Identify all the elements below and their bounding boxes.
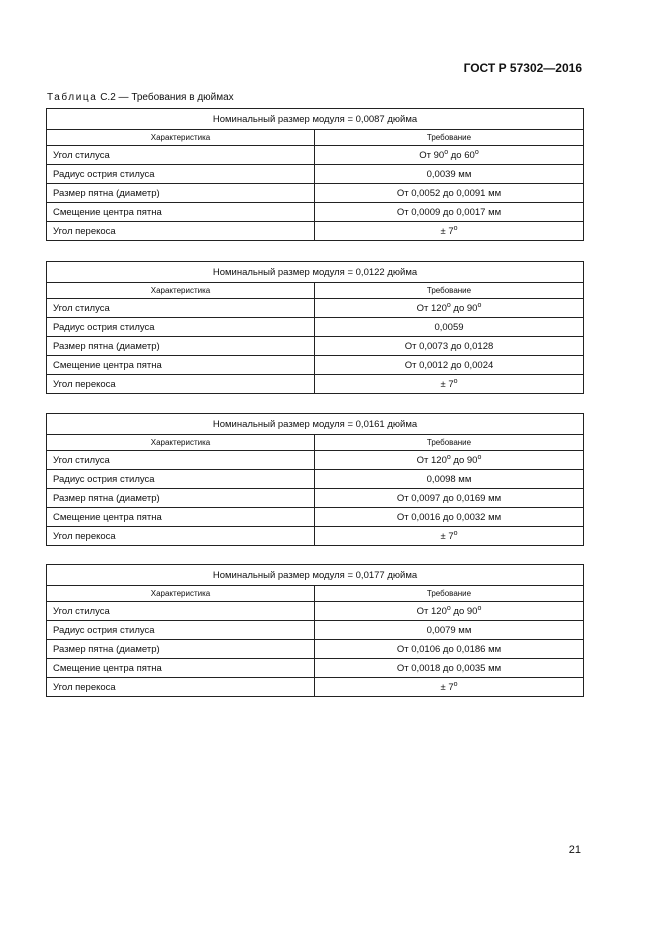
row-label: Смещение центра пятна — [47, 356, 315, 375]
degree-sign: о — [444, 148, 449, 156]
row-label: Радиус острия стилуса — [47, 318, 315, 337]
spec-table-4 — [46, 564, 584, 697]
row-label: Угол перекоса — [47, 222, 315, 241]
standard-number: ГОСТ Р 57302—2016 — [463, 61, 582, 75]
col-header-characteristic: Характеристика — [47, 283, 315, 299]
row-label: Угол стилуса — [47, 299, 315, 318]
row-value — [315, 602, 584, 621]
col-header-characteristic: Характеристика — [47, 130, 315, 146]
degree-sign: о — [446, 301, 451, 309]
degree-sign: о — [474, 148, 479, 156]
col-header-requirement: Требование — [315, 586, 584, 602]
row-value — [315, 678, 584, 697]
row-label: Угол перекоса — [47, 678, 315, 697]
row-label: Радиус острия стилуса — [47, 621, 315, 640]
row-value: 0,0039 мм — [315, 165, 584, 184]
row-value: От 0,0073 до 0,0128 — [315, 337, 584, 356]
row-value: От 0,0097 до 0,0169 мм — [315, 489, 584, 508]
row-label: Размер пятна (диаметр) — [47, 184, 315, 203]
row-value: 0,0098 мм — [315, 470, 584, 489]
row-label: Смещение центра пятна — [47, 508, 315, 527]
spec-table-3 — [46, 413, 584, 546]
value-part: ± 7 — [440, 530, 454, 542]
value-part: ± 7 — [440, 225, 454, 237]
row-value: От 0,0018 до 0,0035 мм — [315, 659, 584, 678]
degree-sign: о — [477, 453, 482, 461]
row-label: Угол перекоса — [47, 375, 315, 394]
col-header-characteristic: Характеристика — [47, 435, 315, 451]
caption-text: С.2 — Требования в дюймах — [97, 92, 234, 103]
col-header-characteristic: Характеристика — [47, 586, 315, 602]
value-part: От 120 — [416, 454, 447, 466]
row-value: От 0,0016 до 0,0032 мм — [315, 508, 584, 527]
row-label: Радиус острия стилуса — [47, 165, 315, 184]
row-label: Размер пятна (диаметр) — [47, 337, 315, 356]
row-value: От 0,0106 до 0,0186 мм — [315, 640, 584, 659]
row-label: Размер пятна (диаметр) — [47, 489, 315, 508]
row-value — [315, 527, 584, 546]
table-title: Номинальный размер модуля = 0,0177 дюйма — [47, 565, 584, 586]
degree-sign: о — [453, 680, 458, 688]
degree-sign: о — [446, 604, 451, 612]
degree-sign: о — [477, 301, 482, 309]
row-label: Размер пятна (диаметр) — [47, 640, 315, 659]
degree-sign: о — [446, 453, 451, 461]
row-value — [315, 146, 584, 165]
row-value: От 0,0009 до 0,0017 мм — [315, 203, 584, 222]
value-part: до 60 — [448, 149, 475, 161]
spec-table-1 — [46, 108, 584, 241]
row-label: Угол стилуса — [47, 451, 315, 470]
table-title: Номинальный размер модуля = 0,0087 дюйма — [47, 109, 584, 130]
row-value — [315, 222, 584, 241]
row-label: Смещение центра пятна — [47, 659, 315, 678]
value-part: От 120 — [416, 605, 447, 617]
row-label: Угол стилуса — [47, 602, 315, 621]
row-label: Радиус острия стилуса — [47, 470, 315, 489]
value-part: ± 7 — [440, 681, 454, 693]
caption-prefix: Таблица — [47, 92, 98, 103]
value-part: до 90 — [450, 302, 478, 314]
degree-sign: о — [453, 377, 458, 385]
value-part: до 90 — [450, 454, 478, 466]
row-value — [315, 375, 584, 394]
value-part: до 90 — [450, 605, 478, 617]
table-title: Номинальный размер модуля = 0,0161 дюйма — [47, 414, 584, 435]
table-title: Номинальный размер модуля = 0,0122 дюйма — [47, 262, 584, 283]
row-value: 0,0059 — [315, 318, 584, 337]
degree-sign: о — [453, 529, 458, 537]
page-number: 21 — [568, 844, 581, 856]
row-label: Смещение центра пятна — [47, 203, 315, 222]
row-value: От 0,0012 до 0,0024 — [315, 356, 584, 375]
col-header-requirement: Требование — [315, 283, 584, 299]
table-caption — [47, 92, 234, 103]
row-label: Угол перекоса — [47, 527, 315, 546]
spec-table-2 — [46, 261, 584, 394]
row-value: 0,0079 мм — [315, 621, 584, 640]
col-header-requirement: Требование — [315, 435, 584, 451]
row-value — [315, 299, 584, 318]
degree-sign: о — [453, 224, 458, 232]
degree-sign: о — [477, 604, 482, 612]
value-part: ± 7 — [440, 378, 454, 390]
row-label: Угол стилуса — [47, 146, 315, 165]
value-part: От 120 — [416, 302, 447, 314]
row-value — [315, 451, 584, 470]
row-value: От 0,0052 до 0,0091 мм — [315, 184, 584, 203]
col-header-requirement: Требование — [315, 130, 584, 146]
value-part: От 90 — [419, 149, 445, 161]
